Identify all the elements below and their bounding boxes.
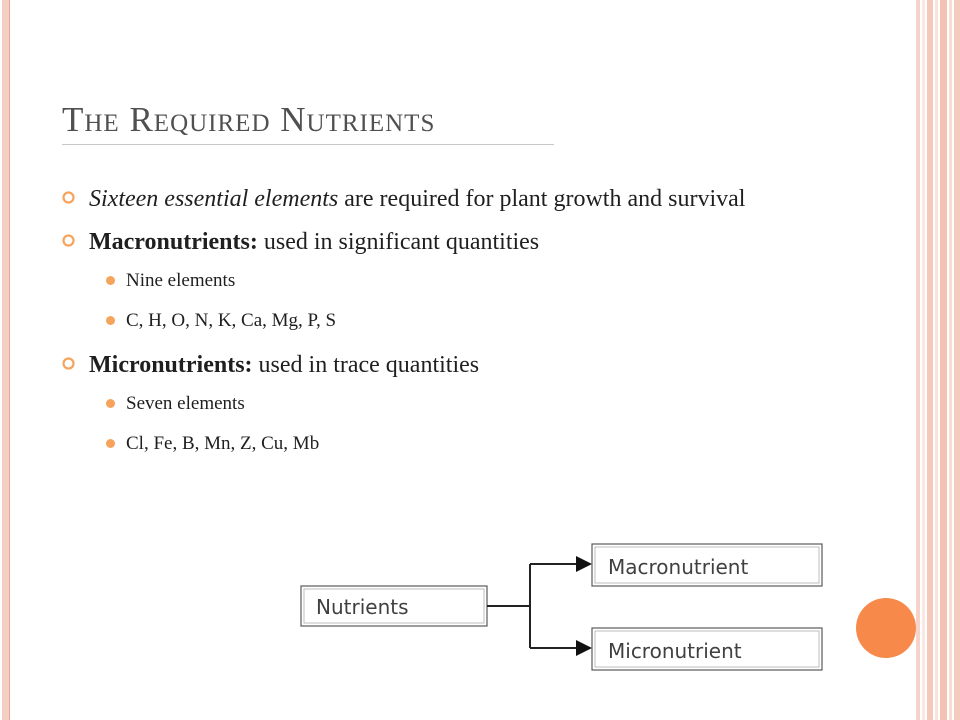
diagram-node-micronutrient xyxy=(592,628,822,670)
sub-bullet-dot-icon xyxy=(106,316,115,325)
sub-bullet-macro-list xyxy=(62,308,842,334)
bullet-micronutrients xyxy=(62,348,842,382)
arrowhead-icon xyxy=(576,556,592,572)
sub-bullet-text: Seven elements xyxy=(126,393,245,414)
sub-bullet-dot-icon xyxy=(106,399,115,408)
bullet-text: used in trace quantities xyxy=(252,352,480,378)
diagram-child-label: Micronutrient xyxy=(608,639,742,663)
bullet-marker-icon xyxy=(62,191,75,204)
title-underline xyxy=(62,144,554,145)
sub-bullet-text: Cl, Fe, B, Mn, Z, Cu, Mb xyxy=(126,433,320,454)
diagram-root-label: Nutrients xyxy=(316,595,409,619)
sub-bullet-dot-icon xyxy=(106,276,115,285)
nutrient-diagram xyxy=(296,538,836,678)
diagram-node-nutrients xyxy=(301,586,487,626)
sub-bullet-text: Nine elements xyxy=(126,270,236,291)
diagram-child-label: Macronutrient xyxy=(608,555,749,579)
sub-bullet-micro-list xyxy=(62,431,842,457)
bullet-text: are required for plant growth and survival xyxy=(338,186,746,212)
bullet-macronutrients xyxy=(62,225,842,259)
bullet-text: used in significant quantities xyxy=(257,229,540,255)
bullet-marker-icon xyxy=(62,357,75,370)
diagram-connectors xyxy=(487,564,576,648)
sub-bullet-nine-elements xyxy=(62,268,842,294)
sub-bullet-dot-icon xyxy=(106,439,115,448)
left-border-decoration xyxy=(2,0,10,720)
sub-bullet-seven-elements xyxy=(62,391,842,417)
diagram-node-macronutrient xyxy=(592,544,822,586)
sub-bullet-text: C, H, O, N, K, Ca, Mg, P, S xyxy=(126,310,337,331)
slide-title: The Required Nutrients xyxy=(62,100,436,139)
bullet-essential-elements xyxy=(62,182,842,216)
arrowhead-icon xyxy=(576,640,592,656)
bullet-lead: Micronutrients: xyxy=(89,352,253,378)
right-stripe-decoration xyxy=(916,0,960,720)
bullet-lead: Sixteen essential elements xyxy=(89,186,339,212)
orange-circle-decoration xyxy=(856,598,916,658)
bullet-lead: Macronutrients: xyxy=(89,229,258,255)
bullet-list xyxy=(62,182,842,471)
bullet-marker-icon xyxy=(62,234,75,247)
